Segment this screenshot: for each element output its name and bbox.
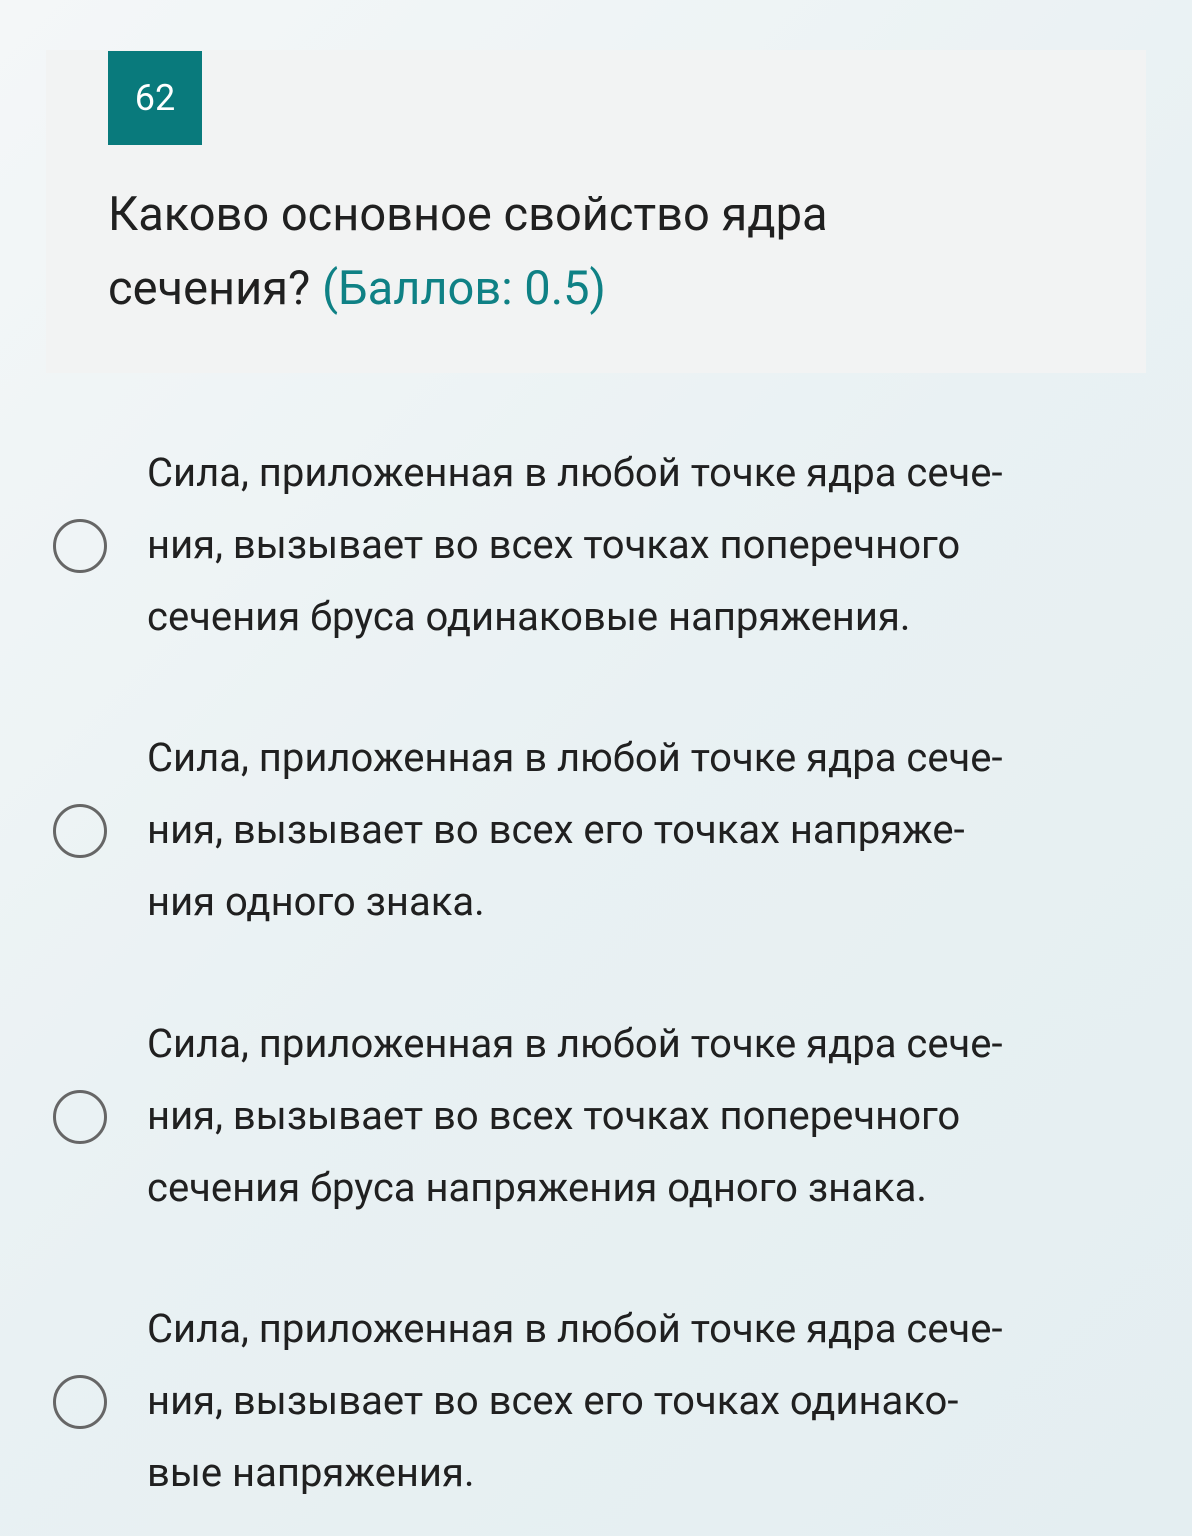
answer-option-3[interactable] — [0, 1008, 1192, 1228]
question-number-badge: 62 — [108, 51, 202, 145]
answer-option-2-line1: Сила, приложенная в любой точке ядра сече- — [147, 734, 1003, 781]
answer-option-2-line3: ния одного знака. — [147, 878, 485, 925]
answer-option-1-line1: Сила, приложенная в любой точке ядра сече- — [147, 449, 1003, 496]
answer-option-3-text — [147, 1008, 1167, 1224]
radio-button-1[interactable] — [53, 519, 107, 573]
answer-option-2[interactable] — [0, 722, 1192, 942]
answer-option-4-line2: ния, вызывает во всех его точках одинако- — [147, 1377, 959, 1424]
answer-option-4-line3: вые напряжения. — [147, 1449, 475, 1496]
answer-option-3-line2: ния, вызывает во всех точках поперечного — [147, 1092, 961, 1139]
answer-option-1-line2: ния, вызывает во всех точках поперечного — [147, 521, 961, 568]
answer-option-1-text — [147, 437, 1167, 653]
answer-option-4-line1: Сила, приложенная в любой точке ядра сече- — [147, 1305, 1003, 1352]
question-text-line1: Каково основное свойство ядра — [108, 187, 828, 242]
question-text — [108, 178, 1068, 326]
answer-option-4-text — [147, 1293, 1167, 1509]
radio-button-3[interactable] — [53, 1090, 107, 1144]
answer-option-1-line3: сечения бруса одинаковые напряжения. — [147, 593, 911, 640]
answer-option-1[interactable] — [0, 437, 1192, 657]
answer-option-2-line2: ния, вызывает во всех его точках напряже- — [147, 806, 965, 853]
answer-option-3-line1: Сила, приложенная в любой точке ядра сече- — [147, 1020, 1003, 1067]
question-points: (Баллов: 0.5) — [321, 261, 606, 316]
answer-option-3-line3: сечения бруса напряжения одного знака. — [147, 1164, 927, 1211]
question-card — [46, 50, 1146, 373]
radio-button-4[interactable] — [53, 1375, 107, 1429]
question-text-line2: сечения? — [108, 261, 311, 316]
answer-option-2-text — [147, 722, 1167, 938]
radio-button-2[interactable] — [53, 804, 107, 858]
answer-option-4[interactable] — [0, 1293, 1192, 1513]
